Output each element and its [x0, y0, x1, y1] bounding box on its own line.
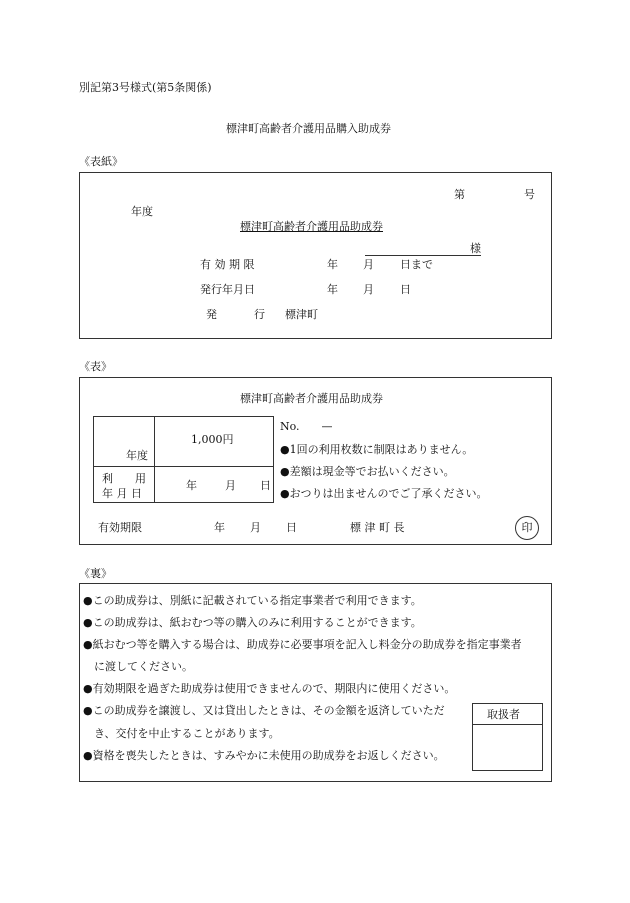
table-cell-date-month: 月 — [225, 479, 236, 492]
table-cell-amount: 1,000円 — [191, 433, 234, 446]
cover-fiscal-year: 年度 — [131, 205, 153, 218]
front-validity-month: 月 — [250, 521, 261, 534]
cover-title: 標津町高齢者介護用品助成券 — [240, 220, 383, 233]
front-note-1: ●1回の利用枚数に制限はありません。 — [280, 443, 474, 456]
back-item-3-cont: に渡してください。 — [83, 660, 193, 673]
form-label: 別記第3号様式(第5条関係) — [79, 81, 212, 94]
back-item-5: ●この助成券を譲渡し、又は貸出したときは、その金額を返済していただ — [83, 704, 445, 717]
cover-issuer-label-1: 発 — [206, 308, 217, 321]
back-item-3: ●紙おむつ等を購入する場合は、助成券に必要事項を記入し料金分の助成券を指定事業者 — [83, 638, 522, 651]
back-item-6: ●資格を喪失したときは、すみやかに未使用の助成券をお返しください。 — [83, 749, 445, 762]
cover-validity-year: 年 — [327, 258, 338, 271]
cover-validity-label: 有 効 期 限 — [200, 258, 255, 271]
table-horizontal-divider — [94, 466, 274, 467]
cover-box — [79, 172, 552, 339]
cover-validity-month: 月 — [363, 258, 374, 271]
handler-divider — [473, 724, 543, 725]
cover-issuer-name: 標津町 — [285, 308, 318, 321]
cover-number-suffix: 号 — [524, 188, 535, 201]
front-entry-table — [93, 416, 274, 503]
table-cell-use-1: 利 用 — [102, 472, 146, 485]
front-box — [79, 377, 552, 545]
handler-label: 取扱者 — [487, 708, 520, 721]
back-section-label: 《裏》 — [79, 567, 112, 580]
cover-issue-day: 日 — [400, 283, 411, 296]
document-title: 標津町高齢者介護用品購入助成券 — [226, 122, 391, 135]
front-validity-year: 年 — [214, 521, 225, 534]
front-title: 標津町高齢者介護用品助成券 — [240, 392, 383, 405]
handler-box — [472, 703, 543, 771]
cover-section-label: 《表紙》 — [79, 155, 123, 168]
front-number: No. — — [280, 420, 333, 433]
front-note-3: ●おつりは出ませんのでご了承ください。 — [280, 487, 488, 500]
cover-issuer-label-2: 行 — [254, 308, 265, 321]
back-item-5-cont: き、交付を中止することがあります。 — [83, 727, 280, 740]
cover-issue-label: 発行年月日 — [200, 283, 255, 296]
table-vertical-divider — [154, 417, 155, 503]
back-item-2: ●この助成券は、紙おむつ等の購入のみに利用することができます。 — [83, 616, 422, 629]
back-box — [79, 583, 552, 782]
cover-issue-year: 年 — [327, 283, 338, 296]
back-item-4: ●有効期限を過ぎた助成券は使用できませんので、期限内に使用ください。 — [83, 682, 456, 695]
front-section-label: 《表》 — [79, 360, 112, 373]
table-cell-date-year: 年 — [186, 479, 197, 492]
seal-mark: 印 — [515, 516, 539, 540]
front-validity-label: 有効期限 — [98, 521, 142, 534]
cover-recipient-line — [365, 255, 481, 256]
cover-issue-month: 月 — [363, 283, 374, 296]
table-cell-use-2: 年 月 日 — [102, 487, 142, 500]
cover-number-prefix: 第 — [454, 188, 465, 201]
front-mayor: 標 津 町 長 — [350, 521, 405, 534]
front-validity-day: 日 — [286, 521, 297, 534]
cover-recipient-suffix: 様 — [470, 242, 481, 255]
cover-validity-until: 日まで — [400, 258, 433, 271]
back-item-1: ●この助成券は、別紙に記載されている指定事業者で利用できます。 — [83, 594, 422, 607]
table-cell-year: 年度 — [126, 449, 148, 462]
front-note-2: ●差額は現金等でお払いください。 — [280, 465, 455, 478]
table-cell-date-day: 日 — [260, 479, 271, 492]
